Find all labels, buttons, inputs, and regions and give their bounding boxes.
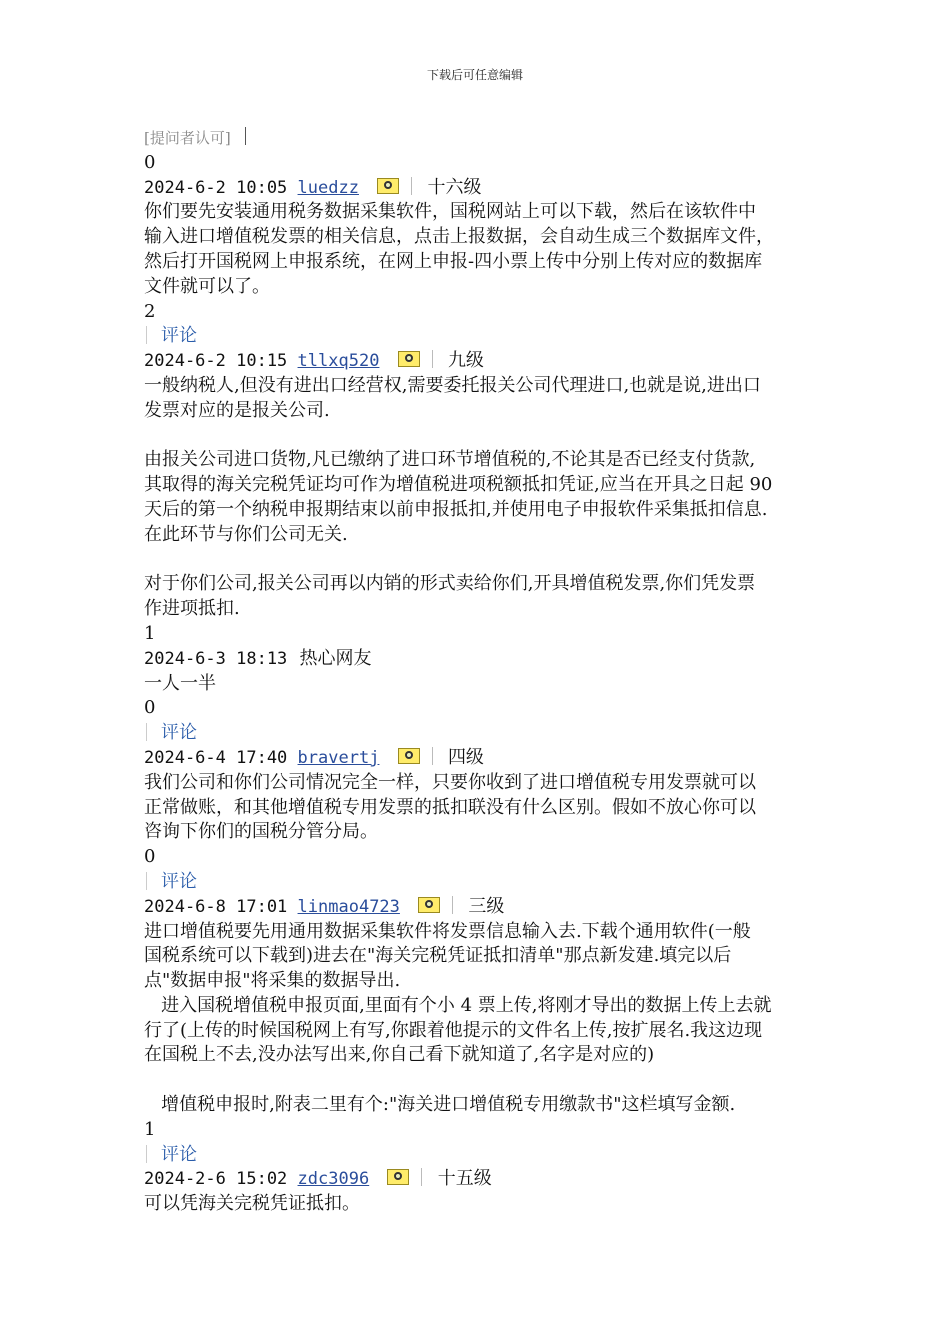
user-link[interactable]: tllxq520 (297, 351, 380, 372)
answer-meta (144, 1167, 834, 1192)
comment-label: 评论 (161, 1143, 197, 1165)
answer-text: 可以凭海关完税凭证抵扣。 (144, 1193, 360, 1215)
user-link[interactable]: zdc3096 (297, 1169, 370, 1190)
comment-link[interactable] (144, 324, 834, 349)
answer-text: 文件就可以了。 (144, 275, 270, 297)
answer-datetime: 2024-6-8 17:01 (144, 896, 288, 917)
user-badge-icon (387, 1169, 409, 1185)
answer-text: 输入进口增值税发票的相关信息，点击上报数据，会自动生成三个数据库文件， (144, 226, 774, 248)
answer-meta (144, 647, 834, 672)
approval-row (144, 126, 834, 151)
comment-label: 评论 (161, 722, 197, 744)
anonymous-user: 热心网友 (299, 647, 372, 669)
answer-text: 由报关公司进口货物,凡已缴纳了进口环节增值税的,不论其是否已经支付货款, (144, 449, 756, 471)
answer-text: 一人一半 (144, 672, 216, 694)
answer-datetime: 2024-2-6 15:02 (144, 1169, 288, 1190)
answer-datetime: 2024-6-2 10:15 (144, 351, 288, 372)
user-link[interactable]: linmao4723 (297, 896, 400, 917)
vote-count: 1 (144, 622, 156, 644)
vote-count: 0 (144, 697, 156, 719)
user-link[interactable]: luedzz (297, 177, 359, 198)
vote-count: 1 (144, 1118, 156, 1140)
blank-line (144, 548, 834, 573)
comment-link[interactable] (144, 721, 834, 746)
comment-label: 评论 (161, 870, 197, 892)
answer-datetime: 2024-6-3 18:13 (144, 648, 288, 669)
vote-count: 0 (144, 846, 156, 868)
answer-text: 一般纳税人,但没有进出口经营权,需要委托报关公司代理进口,也就是说,进出口 (144, 374, 761, 396)
vote-count: 2 (144, 300, 156, 322)
answer-text: 对于你们公司,报关公司再以内销的形式卖给你们,开具增值税发票,你们凭发票 (144, 573, 756, 595)
comment-link[interactable] (144, 1143, 834, 1168)
answer-text: 然后打开国税网上申报系统，在网上申报-四小票上传中分别上传对应的数据库 (144, 250, 763, 272)
approved-label: [提问者认可] (144, 129, 231, 147)
page-header: 下载后可任意编辑 (426, 68, 523, 82)
comment-link[interactable] (144, 870, 834, 895)
answer-text: 天后的第一个纳税申报期结束以前申报抵扣,并使用电子申报软件采集抵扣信息. (144, 498, 768, 520)
answer-text: 正常做账，和其他增值税专用发票的抵扣联没有什么区别。假如不放心你可以 (144, 796, 756, 818)
blank-line (144, 424, 834, 449)
answer-text: 作进项抵扣. (144, 598, 240, 620)
answer-datetime: 2024-6-2 10:05 (144, 177, 288, 198)
answer-text: 进入国税增值税申报页面,里面有个小 4 票上传,将刚才导出的数据上传上去就 (144, 994, 772, 1016)
answer-text: 我们公司和你们公司情况完全一样，只要你收到了进口增值税专用发票就可以 (144, 771, 756, 793)
answer-meta (144, 176, 834, 201)
user-level: 三级 (468, 895, 505, 917)
user-level: 十五级 (437, 1168, 492, 1190)
blank-line (144, 1068, 834, 1093)
answer-meta (144, 349, 834, 374)
answer-text: 在国税上不去,没办法写出来,你自己看下就知道了,名字是对应的) (144, 1044, 655, 1066)
answer-text: 进口增值税要先用通用数据采集软件将发票信息输入去.下载个通用软件(一般 (144, 920, 751, 942)
user-level: 四级 (447, 746, 484, 768)
answer-text: 点"数据申报"将采集的数据导出. (144, 970, 401, 992)
answer-meta (144, 746, 834, 771)
vote-count: 0 (144, 151, 156, 173)
answer-list (144, 126, 834, 1217)
answer-datetime: 2024-6-4 17:40 (144, 747, 288, 768)
comment-label: 评论 (161, 325, 197, 347)
user-link[interactable]: bravertj (297, 747, 380, 768)
user-badge-icon (398, 351, 420, 367)
answer-text: 在此环节与你们公司无关. (144, 523, 348, 545)
answer-text: 咨询下你们的国税分管分局。 (144, 821, 378, 843)
user-badge-icon (398, 748, 420, 764)
divider (245, 127, 246, 145)
answer-text: 发票对应的是报关公司. (144, 399, 330, 421)
answer-text: 其取得的海关完税凭证均可作为增值税进项税额抵扣凭证,应当在开具之日起 90 (144, 474, 773, 496)
answer-text: 你们要先安装通用税务数据采集软件，国税网站上可以下载，然后在该软件中 (144, 201, 756, 223)
answer-text: 国税系统可以下载到)进去在"海关完税凭证抵扣清单"那点新发建.填完以后 (144, 945, 732, 967)
answer-text: 增值税申报时,附表二里有个:"海关进口增值税专用缴款书"这栏填写金额. (144, 1094, 736, 1116)
user-badge-icon (377, 178, 399, 194)
user-level: 九级 (447, 350, 484, 372)
user-level: 十六级 (427, 176, 482, 198)
user-badge-icon (418, 897, 440, 913)
answer-text: 行了(上传的时候国税网上有写,你跟着他提示的文件名上传,按扩展名.我这边现 (144, 1019, 763, 1041)
answer-meta (144, 895, 834, 920)
